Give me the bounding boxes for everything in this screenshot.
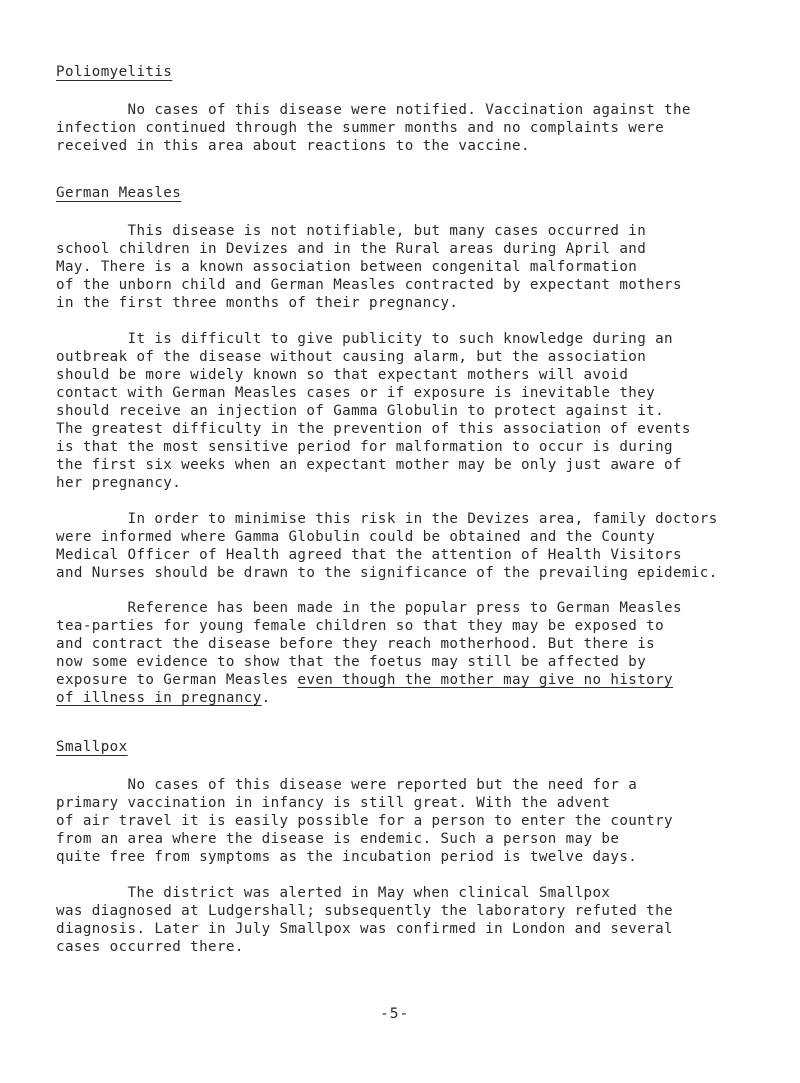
text-line: were informed where Gamma Globulin could be obtained and the County — [56, 529, 656, 545]
underlined-phrase: even though the mother may give no history — [297, 672, 673, 688]
text-line: infection continued through the summer months and no complaints were — [56, 120, 665, 136]
text-line: from an area where the disease is endemic. Such a person may be — [56, 831, 620, 847]
section-heading-poliomyelitis: Poliomyelitis — [56, 64, 173, 80]
text-line: received in this area about reactions to the vaccine. — [56, 138, 530, 154]
text-segment: . — [261, 690, 271, 706]
text-line: now some evidence to show that the foetus may still be affected by — [56, 654, 647, 670]
text-line: her pregnancy. — [56, 475, 182, 491]
text-line: Medical Officer of Health agreed that the attention of Health Visitors — [56, 547, 682, 563]
paragraph — [56, 510, 796, 582]
text-line: is that the most sensitive period for malformation to occur is during — [56, 439, 673, 455]
text-line: contact with German Measles cases or if exposure is inevitable they — [56, 385, 656, 401]
text-line: In order to minimise this risk in the Devizes area, family doctors — [56, 511, 718, 527]
section-heading-german-measles: German Measles — [56, 185, 182, 201]
text-line: school children in Devizes and in the Rural areas during April and — [56, 241, 647, 257]
text-line: The greatest difficulty in the prevention of this association of events — [56, 421, 691, 437]
page-number: -5- — [380, 1006, 410, 1022]
text-line: and contract the disease before they reach motherhood. But there is — [56, 636, 656, 652]
text-line: of the unborn child and German Measles contracted by expectant mothers — [56, 277, 682, 293]
text-segment: exposure to German Measles — [56, 672, 298, 688]
text-line: No cases of this disease were reported but the need for a — [56, 777, 638, 793]
text-line: outbreak of the disease without causing alarm, but the association — [56, 349, 647, 365]
paragraph — [56, 101, 796, 155]
text-line: in the first three months of their pregnancy. — [56, 295, 459, 311]
text-line: May. There is a known association between congenital malformation — [56, 259, 638, 275]
text-line: primary vaccination in infancy is still great. With the advent — [56, 795, 611, 811]
underlined-phrase: of illness in pregnancy — [56, 690, 262, 706]
text-line — [56, 671, 796, 689]
section-heading-smallpox: Smallpox — [56, 739, 128, 755]
text-line: should receive an injection of Gamma Globulin to protect against it. — [56, 403, 665, 419]
text-line: Reference has been made in the popular press to German Measles — [56, 600, 682, 616]
text-line: diagnosis. Later in July Smallpox was confirmed in London and several — [56, 921, 673, 937]
text-line: quite free from symptoms as the incubation period is twelve days. — [56, 849, 638, 865]
text-line: and Nurses should be drawn to the significance of the prevailing epidemic. — [56, 565, 718, 581]
text-line — [56, 689, 796, 707]
text-line: tea-parties for young female children so that they may be exposed to — [56, 618, 665, 634]
text-line: It is difficult to give publicity to such knowledge during an — [56, 331, 673, 347]
paragraph — [56, 884, 796, 956]
paragraph — [56, 330, 796, 492]
paragraph — [56, 776, 796, 866]
text-line: should be more widely known so that expectant mothers will avoid — [56, 367, 629, 383]
paragraph — [56, 222, 796, 312]
text-line: of air travel it is easily possible for a person to enter the country — [56, 813, 673, 829]
text-line: The district was alerted in May when clinical Smallpox — [56, 885, 611, 901]
text-line: was diagnosed at Ludgershall; subsequently the laboratory refuted the — [56, 903, 673, 919]
text-line: This disease is not notifiable, but many cases occurred in — [56, 223, 647, 239]
text-line: the first six weeks when an expectant mother may be only just aware of — [56, 457, 682, 473]
paragraph — [56, 599, 796, 707]
text-line: No cases of this disease were notified. Vaccination against the — [56, 102, 691, 118]
text-line: cases occurred there. — [56, 939, 244, 955]
